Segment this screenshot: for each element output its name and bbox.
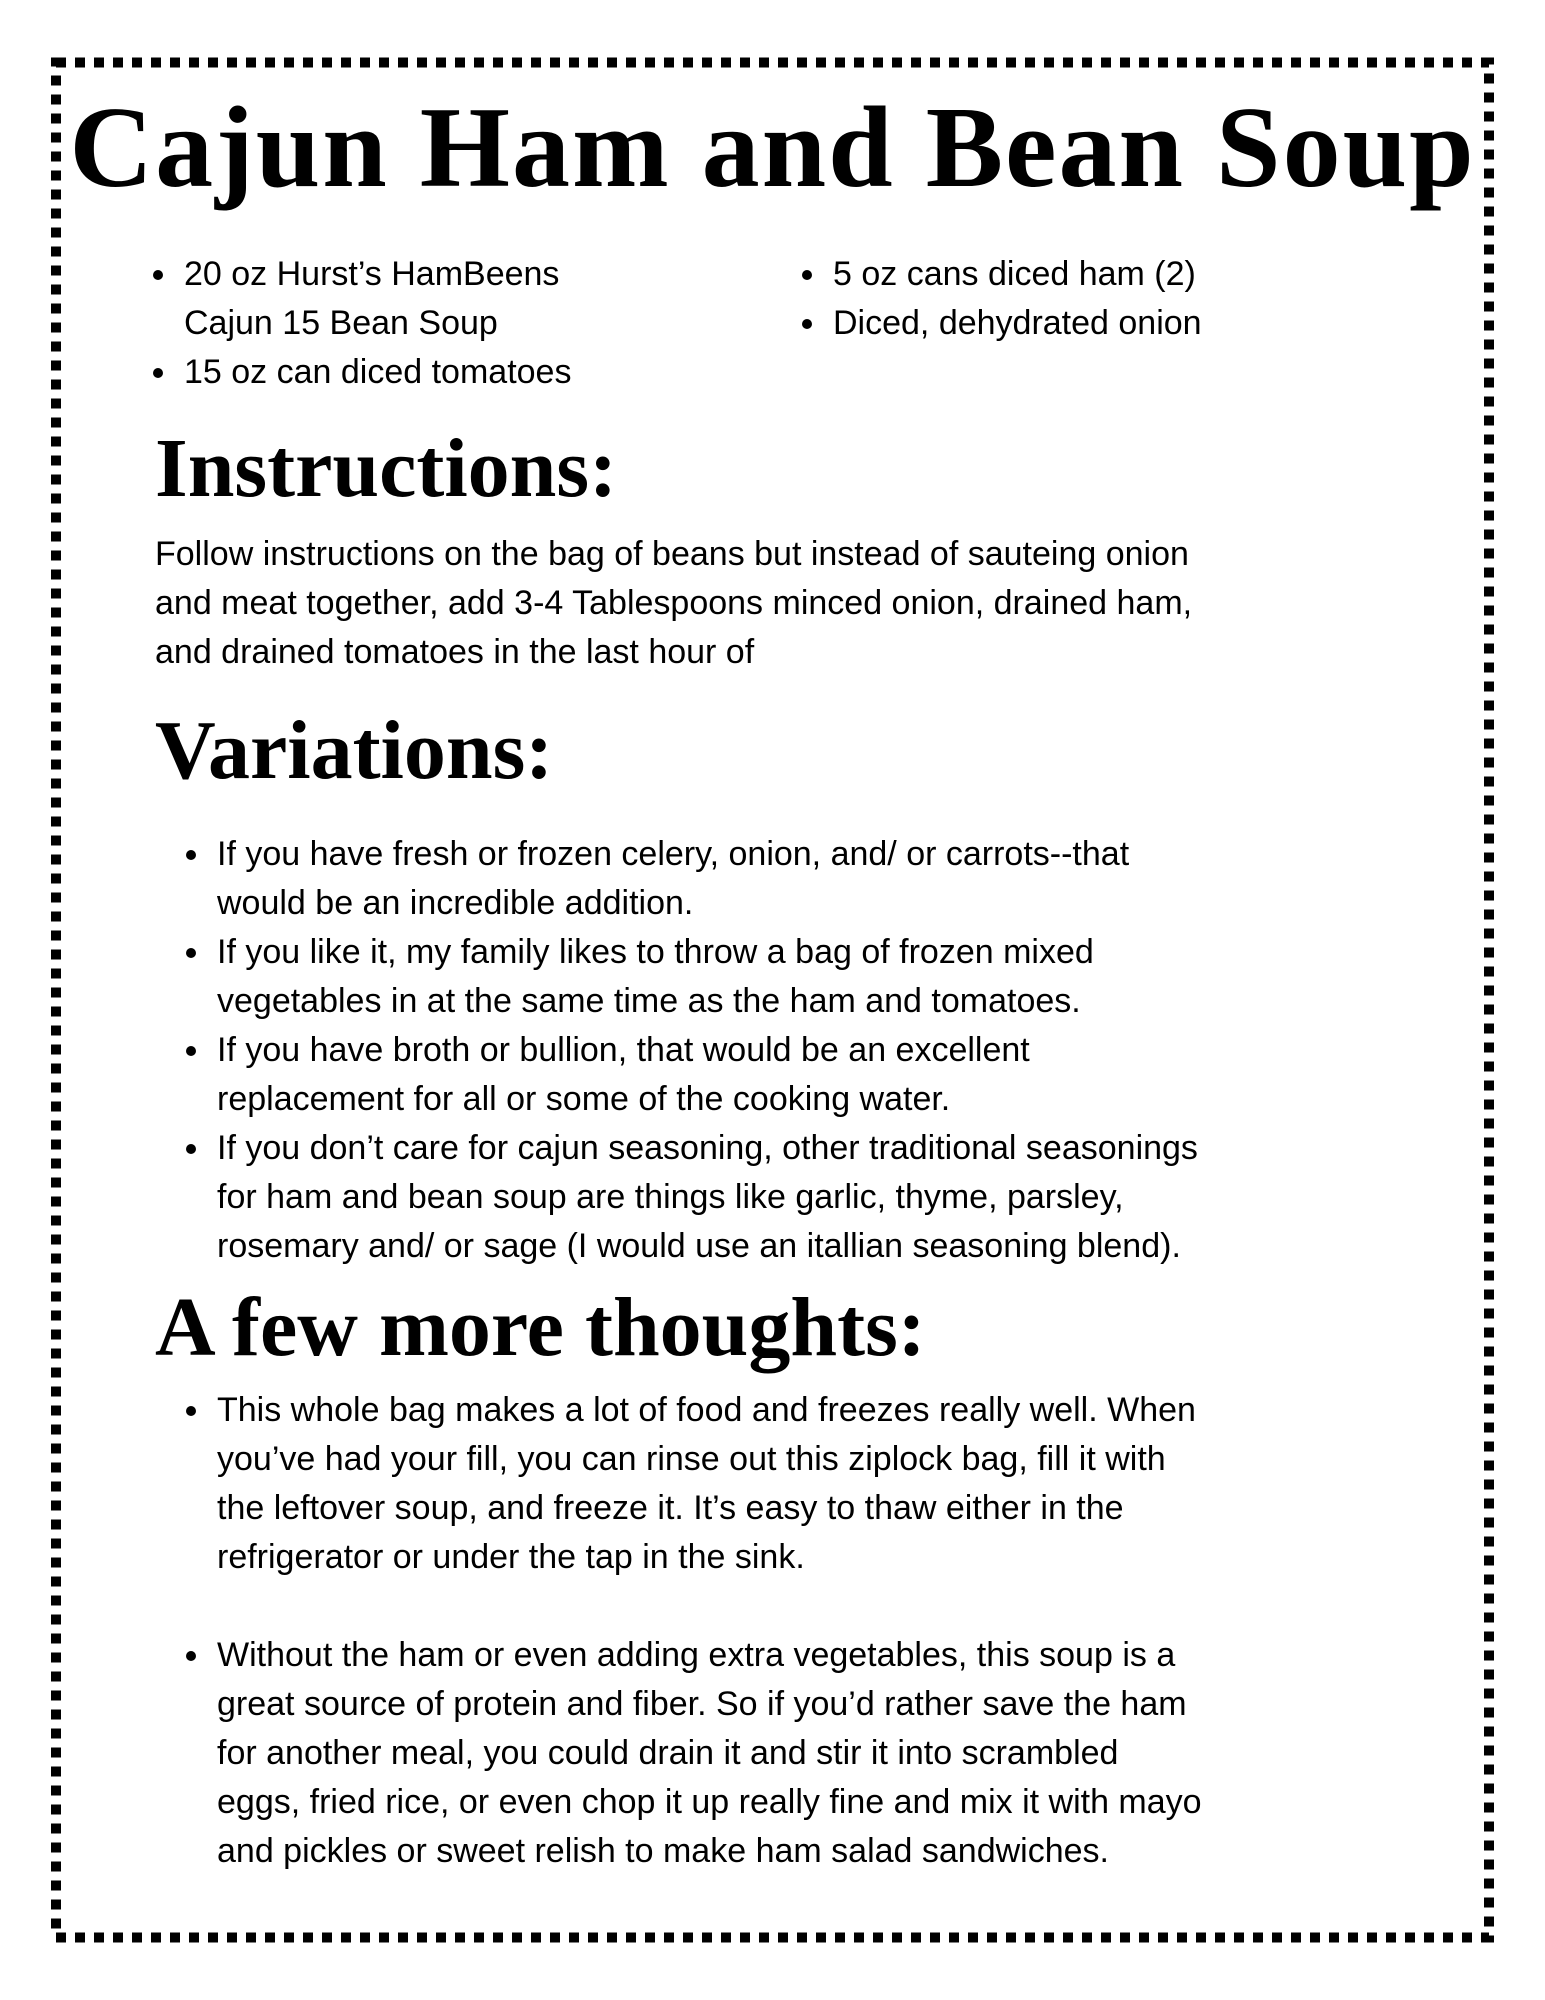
thought-line: refrigerator or under the tap in the sink.	[217, 1538, 805, 1576]
ingredient-line: 20 oz Hurst’s HamBeens	[184, 255, 560, 293]
variation-line: vegetables in at the same time as the ham and tomatoes.	[217, 982, 1081, 1020]
thoughts-list	[186, 1386, 1202, 1876]
bullet-icon	[186, 1046, 196, 1056]
thought-line: the leftover soup, and freeze it. It’s easy to thaw either in the	[217, 1489, 1124, 1527]
page-title: Cajun Ham and Bean Soup	[69, 84, 1476, 212]
variations-heading: Variations:	[155, 704, 554, 797]
thought-line: you’ve had your fill, you can rinse out this ziplock bag, fill it with	[217, 1440, 1166, 1478]
instructions-line: Follow instructions on the bag of beans but instead of sauteing onion	[155, 535, 1189, 573]
variation-line: for ham and bean soup are things like garlic, thyme, parsley,	[217, 1178, 1124, 1216]
ingredient-item	[153, 250, 571, 348]
thought-line: eggs, fried rice, or even chop it up really fine and mix it with mayo	[217, 1783, 1202, 1821]
variation-line: would be an incredible addition.	[217, 884, 694, 922]
thought-line: Without the ham or even adding extra vegetables, this soup is a	[217, 1636, 1176, 1674]
variation-item	[186, 1026, 1198, 1124]
thought-item	[186, 1386, 1202, 1582]
bullet-icon	[186, 1406, 196, 1416]
instructions-line: and meat together, add 3-4 Tablespoons minced onion, drained ham,	[155, 584, 1193, 622]
variation-line: rosemary and/ or sage (I would use an itallian seasoning blend).	[217, 1227, 1181, 1265]
bullet-icon	[153, 368, 163, 378]
variation-line: If you like it, my family likes to throw a bag of frozen mixed	[217, 933, 1094, 971]
bullet-icon	[186, 1651, 196, 1661]
variation-line: If you have fresh or frozen celery, onion, and/ or carrots--that	[217, 835, 1130, 873]
thought-line: This whole bag makes a lot of food and freezes really well. When	[217, 1391, 1196, 1429]
thought-line: for another meal, you could drain it and stir it into scrambled	[217, 1734, 1119, 1772]
ingredient-line: Cajun 15 Bean Soup	[184, 304, 498, 342]
ingredient-item	[802, 299, 1202, 348]
ingredient-line: Diced, dehydrated onion	[833, 304, 1202, 342]
variation-line: replacement for all or some of the cooking water.	[217, 1080, 951, 1118]
variation-line: If you don’t care for cajun seasoning, other traditional seasonings	[217, 1129, 1198, 1167]
variation-item	[186, 830, 1198, 928]
variation-item	[186, 928, 1198, 1026]
instructions-paragraph	[155, 530, 1192, 677]
thoughts-heading: A few more thoughts:	[155, 1281, 926, 1374]
bullet-icon	[153, 270, 163, 280]
variation-line: If you have broth or bullion, that would be an excellent	[217, 1031, 1030, 1069]
bullet-icon	[186, 948, 196, 958]
variation-item	[186, 1124, 1198, 1271]
thought-item	[186, 1631, 1202, 1876]
thought-line: and pickles or sweet relish to make ham salad sandwiches.	[217, 1832, 1109, 1870]
bullet-icon	[186, 850, 196, 860]
ingredients-list-right	[802, 250, 1202, 348]
variations-list	[186, 830, 1198, 1271]
ingredients-list-left	[153, 250, 571, 397]
ingredient-item	[153, 348, 571, 397]
instructions-line: and drained tomatoes in the last hour of	[155, 633, 755, 671]
thought-line: great source of protein and fiber. So if you’d rather save the ham	[217, 1685, 1187, 1723]
list-spacer	[186, 1582, 1202, 1631]
instructions-heading: Instructions:	[155, 422, 618, 515]
ingredient-line: 15 oz can diced tomatoes	[184, 353, 572, 391]
ingredient-line: 5 oz cans diced ham (2)	[833, 255, 1196, 293]
bullet-icon	[802, 270, 812, 280]
bullet-icon	[186, 1144, 196, 1154]
bullet-icon	[802, 319, 812, 329]
ingredient-item	[802, 250, 1202, 299]
